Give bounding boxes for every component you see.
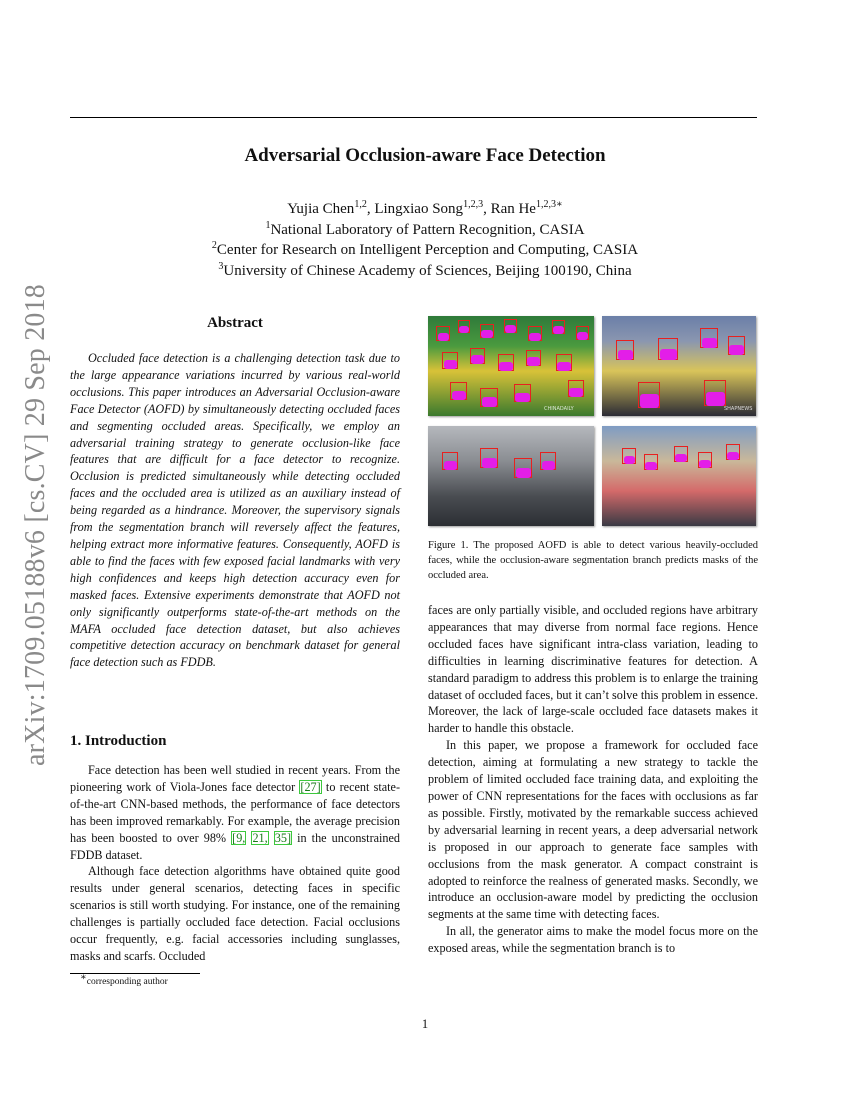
occlusion-mask	[444, 360, 457, 369]
figure-photo-crowd	[428, 316, 594, 416]
occlusion-mask	[499, 362, 513, 371]
occlusion-mask	[660, 349, 677, 360]
paragraph: Although face detection algorithms have obtained quite good results under general scenarios, detecting faces in specific scenarios is still worth studying. For instance, one of the remaining challenges is partially occluded face detection. Facial occlusions occur frequently, e.g. facial accessories including sunglasses, masks and scarfs. Occluded	[70, 864, 400, 963]
occlusion-mask	[482, 458, 497, 468]
photo-watermark: SHAPNEWS	[724, 406, 753, 412]
occlusion-mask	[675, 454, 687, 462]
affiliation-text: National Laboratory of Pattern Recognition, CASIA	[270, 221, 585, 238]
arxiv-stamp: arXiv:1709.05188v6 [cs.CV] 29 Sep 2018	[20, 283, 51, 767]
introduction-right-column	[428, 602, 758, 957]
occlusion-mask	[640, 394, 659, 408]
occlusion-mask	[438, 333, 449, 341]
affiliation-text: University of Chinese Academy of Sciences, Beijing 100190, China	[223, 262, 632, 279]
paragraph: In all, the generator aims to make the model focus more on the exposed areas, while the segmentation branch is to	[428, 924, 758, 956]
abstract-heading: Abstract	[207, 315, 263, 331]
occlusion-mask	[529, 333, 541, 341]
occlusion-mask	[471, 355, 484, 364]
citation-link[interactable]: 35]	[274, 830, 292, 845]
footnote-rule	[70, 973, 200, 974]
paragraph	[70, 762, 400, 863]
author-names	[0, 199, 850, 220]
occlusion-mask	[527, 357, 540, 366]
occlusion-mask	[542, 461, 555, 470]
author-name: Yujia Chen	[287, 201, 355, 217]
photo-watermark: CHINADAILY	[544, 406, 574, 412]
citation-link[interactable]: [27]	[300, 779, 321, 794]
occlusion-mask	[702, 338, 717, 348]
figure-1	[428, 316, 758, 528]
author-block	[0, 199, 850, 281]
affiliation-text: Center for Research on Intelligent Perception and Computing, CASIA	[216, 242, 639, 258]
affiliation-sup: 1	[265, 219, 271, 231]
figure-photo-children	[602, 426, 756, 526]
paper-title: Adversarial Occlusion-aware Face Detection	[244, 145, 606, 166]
text-run: Face detection has been well studied in recent years. From the pioneering work of Viola-Jones face detector	[70, 763, 400, 794]
author-separator: ,	[366, 201, 375, 217]
footnote-text: corresponding author	[86, 977, 168, 987]
footnote-marker: ∗	[80, 971, 87, 983]
author-affiliation-sup: 1,2	[354, 199, 367, 210]
author-name: Ran He	[490, 201, 536, 217]
author-affiliation-sup: 1,2,3	[463, 199, 484, 210]
occlusion-mask	[553, 326, 564, 334]
abstract-text: Occluded face detection is a challenging detection task due to the large appearance variations incurred by various real-world occlusions. This paper introduces an Adversarial Occlusion-aware Face Detector (AOFD) by simultaneously detecting occluded faces and segmenting occluded areas. Specifically, we employ an adversarial training strategy to generate occlusion-like face features that are difficult for a face detector to recognize. Occlusion is predicted simultaneously while detecting occluded faces and the occluded area is utilized as an auxiliary instead of being regarded as a hindrance. Moreover, the supervisory signals from the segmentation branch will reversely affect the features, helping extract more informative features. Consequently, AOFD is able to find the faces with few exposed facial landmarks with very high confidences and keeps high detection accuracy even for masked faces. Extensive experiments demonstrate that AOFD not only significantly outperforms state-of-the-art methods on the MAFA occluded face detection dataset, but also achieves competitive detection accuracy on benchmark dataset for general face detection such as FDDB.	[70, 351, 400, 670]
occlusion-mask	[481, 330, 493, 338]
citation-link[interactable]: [9,	[232, 830, 246, 845]
affiliation	[0, 240, 850, 261]
figure-caption: Figure 1. The proposed AOFD is able to detect various heavily-occluded faces, while the occlusion-aware segmentation branch predicts masks of the occluded area.	[428, 540, 758, 581]
paragraph: In this paper, we propose a framework for occluded face detection, aiming at formulating a new strategy to tackle the problem of limited occluded face training data, and exploiting the power of CNN representations for the faces with occlusions as far as possible. Firstly, motivated by the remarkable success achieved by adversarial learning in recent years, a deep adversarial network is proposed in our approach to generate face samples with occlusions from the mask generator. A compact constraint is adopted to reinforce the realness of generated masks. Secondly, we introduce an occlusion-aware model by predicting the occlusion segments at the same time with detecting faces.	[428, 738, 758, 922]
occlusion-mask	[729, 345, 744, 355]
occlusion-mask	[482, 397, 497, 407]
affiliation-sup: 2	[211, 240, 217, 251]
top-rule	[70, 117, 757, 118]
occlusion-mask	[577, 332, 588, 340]
occlusion-mask	[452, 391, 466, 400]
occlusion-mask	[618, 350, 633, 360]
occlusion-mask	[706, 392, 725, 406]
section-heading-introduction: 1. Introduction	[70, 733, 167, 749]
author-name: Lingxiao Song	[374, 201, 464, 217]
occlusion-mask	[515, 393, 530, 402]
occlusion-mask	[569, 388, 583, 397]
figure-photo-subway	[428, 426, 594, 526]
paragraph: faces are only partially visible, and occluded regions have arbitrary appearances that may diverse from normal face regions. Hence occluded faces have significant intra-class variation, leading to difficulties in learning discriminative features for detection. A standard paradigm to address this problem is to enlarge the training dataset of occluded faces, but it can’t solve this problem in essence. Moreover, the lack of large-scale occluded face datasets makes it harder to handle this obstacle.	[428, 603, 758, 736]
page-number: 1	[421, 1017, 429, 1031]
affiliation	[0, 261, 850, 282]
occlusion-mask	[505, 325, 516, 333]
occlusion-mask	[557, 362, 571, 371]
author-separator: ,	[483, 201, 491, 217]
occlusion-mask	[459, 326, 469, 333]
introduction-left-column	[70, 762, 400, 965]
text-run: to recent state-of-the-art CNN-based methods, the performance of face detectors has been improved remarkably. For example, the average precision has been boosted to over 98%	[70, 779, 400, 845]
footnote	[80, 971, 168, 987]
occlusion-mask	[444, 461, 457, 470]
author-affiliation-sup: 1,2,3∗	[535, 199, 563, 210]
figure-photo-protest	[602, 316, 756, 416]
occlusion-mask	[624, 456, 635, 464]
affiliation-sup: 3	[218, 260, 224, 272]
affiliation	[0, 220, 850, 241]
citation-link[interactable]: 21,	[252, 830, 268, 845]
occlusion-mask	[727, 452, 739, 460]
occlusion-mask	[645, 462, 657, 470]
occlusion-mask	[699, 460, 711, 468]
occlusion-mask	[516, 468, 531, 478]
text-run: in the unconstrained FDDB dataset.	[70, 830, 401, 862]
